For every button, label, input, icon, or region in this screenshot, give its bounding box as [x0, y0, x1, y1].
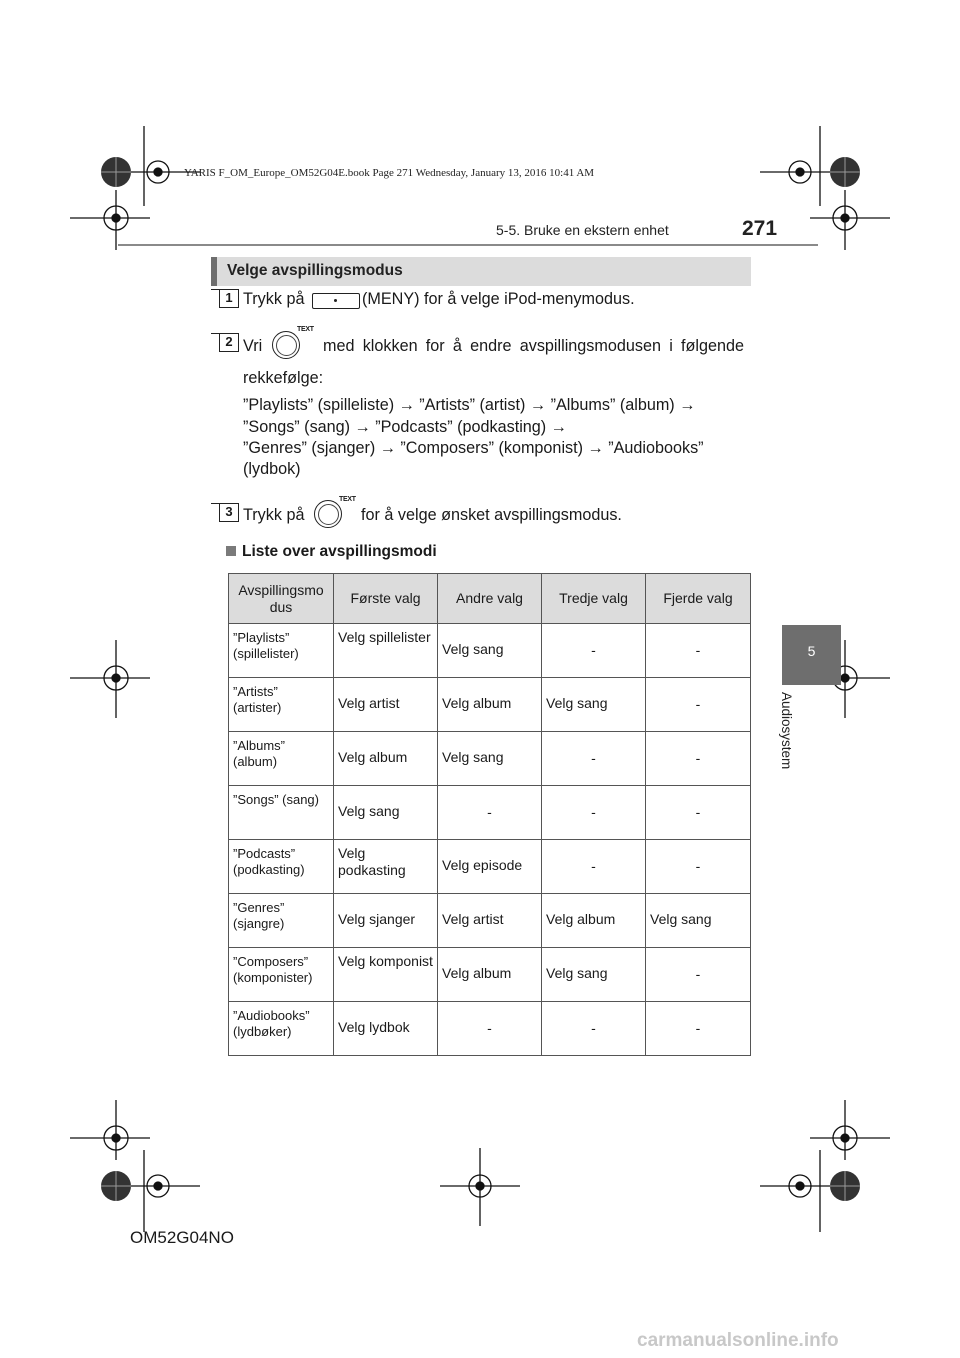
column-header: Andre valg — [438, 574, 542, 624]
table-cell: Velg sang — [438, 732, 542, 786]
step-3-text-pre: Trykk på — [243, 506, 305, 524]
table-cell: - — [646, 948, 751, 1002]
table-cell: - — [542, 786, 646, 840]
step-1-text-pre: Trykk på — [243, 290, 305, 308]
table-cell: - — [646, 840, 751, 894]
column-header: Tredje valg — [542, 574, 646, 624]
step-rule — [211, 289, 219, 290]
table-cell: ”Audiobooks” (lydbøker) — [229, 1002, 334, 1056]
table-cell: - — [542, 840, 646, 894]
section-title-bar — [211, 257, 751, 286]
running-head: 5-5. Bruke en ekstern enhet — [496, 222, 669, 238]
step-2-line: (lydbok) — [243, 460, 301, 478]
table-cell: - — [646, 624, 751, 678]
table-cell: - — [646, 732, 751, 786]
table-row — [229, 624, 751, 678]
table-row — [229, 840, 751, 894]
table-cell: ”Artists” (artister) — [229, 678, 334, 732]
table-cell: Velg podkasting — [334, 840, 438, 894]
table-row — [229, 678, 751, 732]
table-cell: - — [646, 786, 751, 840]
table-cell: - — [646, 1002, 751, 1056]
table-cell: Velg komponist — [334, 948, 438, 1002]
list-heading — [226, 543, 437, 561]
column-header: Første valg — [334, 574, 438, 624]
table-cell: ”Albums” (album) — [229, 732, 334, 786]
section-title: Velge avspillingsmodus — [227, 262, 403, 279]
table-cell: Velg album — [542, 894, 646, 948]
table-row — [229, 894, 751, 948]
step-2-line: rekkefølge: — [243, 369, 324, 387]
step-3-text-post: for å velge ønsket avspillingsmodus. — [361, 506, 622, 524]
step-rule — [211, 503, 219, 504]
column-header: Avspillingsmo dus — [229, 574, 334, 624]
table-header-row — [229, 574, 751, 624]
table-cell: Velg artist — [438, 894, 542, 948]
table-cell: ”Podcasts” (podkasting) — [229, 840, 334, 894]
table-cell: - — [646, 678, 751, 732]
table-cell: Velg spillelister — [334, 624, 438, 678]
table-cell: Velg album — [438, 948, 542, 1002]
menu-button-icon — [312, 293, 360, 309]
square-bullet-icon — [226, 546, 236, 556]
watermark: carmanualsonline.info — [637, 1330, 839, 1351]
step-1-text-post: (MENY) for å velge iPod-menymodus. — [362, 290, 635, 308]
text-knob-icon — [314, 500, 342, 528]
chapter-number: 5 — [807, 643, 816, 659]
step-2-text-pre: Vri — [243, 337, 263, 355]
table-row — [229, 948, 751, 1002]
chapter-tab — [782, 625, 841, 685]
table-cell: Velg sang — [542, 948, 646, 1002]
table-cell: Velg episode — [438, 840, 542, 894]
playback-modes-table — [228, 573, 751, 1056]
table-cell: Velg album — [334, 732, 438, 786]
step-2-line: ”Songs” (sang) → ”Podcasts” (podkasting) → — [243, 418, 567, 436]
table-cell: Velg sjanger — [334, 894, 438, 948]
chapter-label: Audiosystem — [779, 692, 794, 770]
step-number-1: 1 — [219, 289, 239, 308]
table-cell: - — [542, 732, 646, 786]
document-code: OM52G04NO — [130, 1228, 234, 1247]
table-cell: ”Playlists” (spillelister) — [229, 624, 334, 678]
table-cell: - — [438, 786, 542, 840]
knob-text-label: TEXT — [339, 496, 356, 503]
step-number-2: 2 — [219, 333, 239, 352]
step-2-line: ”Playlists” (spilleliste) → ”Artists” (artist) → ”Albums” (album) → — [243, 396, 696, 414]
table-cell: Velg artist — [334, 678, 438, 732]
table-cell: Velg sang — [438, 624, 542, 678]
table-cell: ”Genres” (sjangre) — [229, 894, 334, 948]
list-heading-text: Liste over avspillingsmodi — [242, 543, 437, 560]
text-knob-icon — [272, 331, 300, 359]
table-cell: Velg lydbok — [334, 1002, 438, 1056]
table-cell: - — [438, 1002, 542, 1056]
page-number: 271 — [742, 217, 778, 240]
table-cell: - — [542, 1002, 646, 1056]
table-cell: Velg sang — [334, 786, 438, 840]
print-info-line: YARIS F_OM_Europe_OM52G04E.book Page 271 Wednesday, January 13, 2016 10:41 AM — [184, 167, 595, 179]
table-row — [229, 786, 751, 840]
table-cell: - — [542, 624, 646, 678]
header-rule — [118, 244, 818, 246]
column-header: Fjerde valg — [646, 574, 751, 624]
table-cell: Velg sang — [542, 678, 646, 732]
step-rule — [211, 333, 219, 334]
knob-text-label: TEXT — [297, 326, 314, 333]
table-row — [229, 1002, 751, 1056]
table-row — [229, 732, 751, 786]
table-cell: ”Composers” (komponister) — [229, 948, 334, 1002]
table-cell: Velg album — [438, 678, 542, 732]
table-cell: ”Songs” (sang) — [229, 786, 334, 840]
step-number-3: 3 — [219, 503, 239, 522]
table-cell: Velg sang — [646, 894, 751, 948]
step-2-text-post: med klokken for å endre avspillingsmodusen i følgende — [323, 337, 744, 355]
step-2-line: ”Genres” (sjanger) → ”Composers” (komponist) → ”Audiobooks” — [243, 439, 704, 457]
